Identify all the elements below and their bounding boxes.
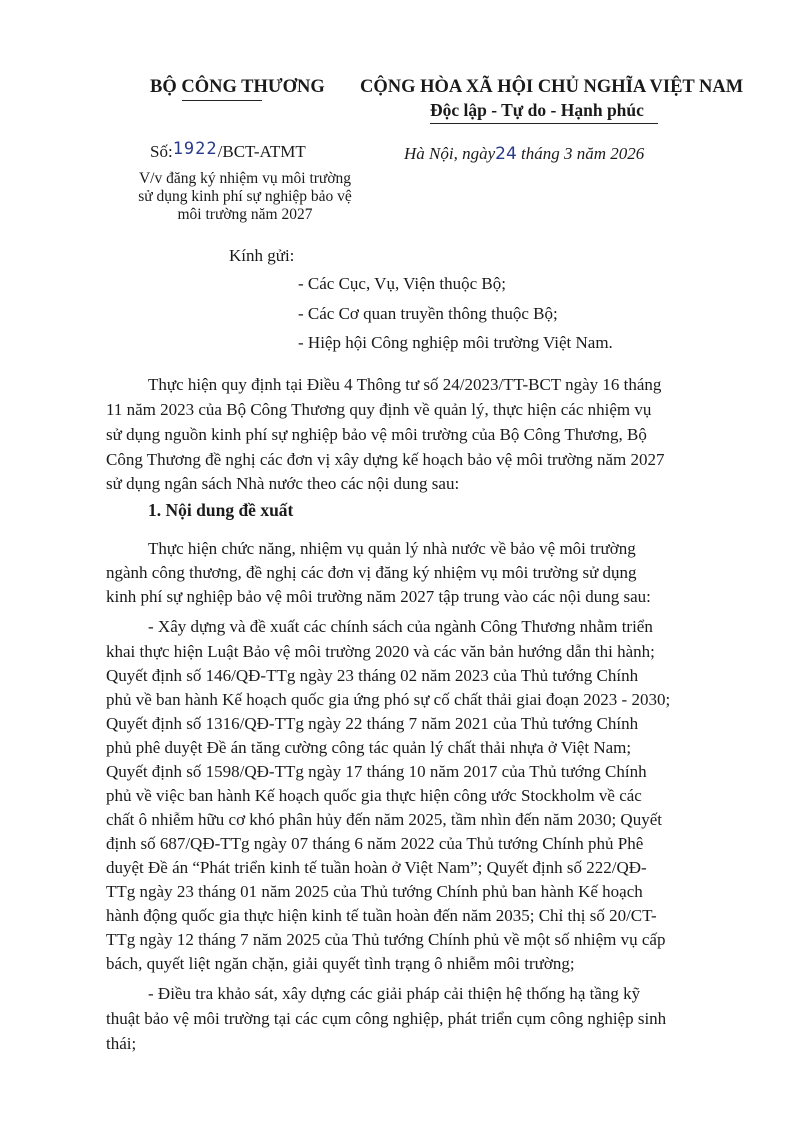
section-line: kinh phí sự nghiệp bảo vệ môi trường năm 2027 tập trung vào các nội dung sau: — [106, 587, 651, 606]
bullet-line: chất ô nhiễm hữu cơ khó phân hủy đến năm 2025, tầm nhìn đến năm 2030; Quyết — [106, 810, 662, 829]
motto-underline — [430, 123, 658, 124]
section-line: Thực hiện chức năng, nhiệm vụ quản lý nhà nước về bảo vệ môi trường — [148, 539, 636, 558]
bullet-line: phủ về việc ban hành Kế hoạch quốc gia thực hiện công ước Stockholm về các — [106, 786, 642, 805]
document-subject — [138, 170, 352, 224]
bullet-line: Quyết định số 1598/QĐ-TTg ngày 17 tháng 10 năm 2017 của Thủ tướng Chính — [106, 762, 647, 781]
bullet-line: thái; — [106, 1034, 137, 1053]
section-line: ngành công thương, đề nghị các đơn vị đăng ký nhiệm vụ môi trường sử dụng — [106, 563, 637, 582]
recipient-item: - Hiệp hội Công nghiệp môi trường Việt Nam. — [298, 333, 613, 352]
document-date — [404, 144, 644, 164]
doc-no-suffix: /BCT-ATMT — [217, 142, 306, 161]
subject-line: môi trường năm 2027 — [177, 206, 313, 223]
date-prefix: Hà Nội, ngày — [404, 144, 496, 163]
ministry-underline — [182, 100, 262, 101]
doc-no-handwritten: 1922 — [172, 139, 218, 159]
bullet-line: hành động quốc gia thực hiện kinh tế tuần hoàn đến năm 2035; Chỉ thị số 20/CT- — [106, 906, 657, 925]
national-motto: Độc lập - Tự do - Hạnh phúc — [430, 100, 644, 120]
section-heading: 1. Nội dung đề xuất — [148, 500, 294, 520]
bullet-line: định số 687/QĐ-TTg ngày 07 tháng 6 năm 2022 của Thủ tướng Chính phủ Phê — [106, 834, 644, 853]
date-suffix: tháng 3 năm 2026 — [521, 144, 645, 163]
bullet-line: phủ về ban hành Kế hoạch quốc gia ứng phó sự cố chất thải giai đoạn 2023 - 2030; — [106, 690, 671, 709]
recipient-item: - Các Cơ quan truyền thông thuộc Bộ; — [298, 304, 558, 323]
intro-line: 11 năm 2023 của Bộ Công Thương quy định về quản lý, thực hiện các nhiệm vụ — [106, 400, 652, 419]
salutation: Kính gửi: — [229, 246, 295, 265]
document-number — [150, 139, 306, 162]
bullet-line: thuật bảo vệ môi trường tại các cụm công nghiệp, phát triển cụm công nghiệp sinh — [106, 1009, 667, 1028]
bullet-line: phủ phê duyệt Đề án tăng cường công tác quản lý chất thải nhựa ở Việt Nam; — [106, 738, 632, 757]
bullet-line: TTg ngày 23 tháng 01 năm 2025 của Thủ tướng Chính phủ ban hành Kế hoạch — [106, 882, 643, 901]
bullet-line: Quyết định số 146/QĐ-TTg ngày 23 tháng 02 năm 2023 của Thủ tướng Chính — [106, 666, 639, 685]
bullet-line: khai thực hiện Luật Bảo vệ môi trường 2020 và các văn bản hướng dẫn thi hành; — [106, 642, 655, 661]
republic-name: CỘNG HÒA XÃ HỘI CHỦ NGHĨA VIỆT NAM — [360, 77, 744, 97]
bullet-line: - Điều tra khảo sát, xây dựng các giải pháp cải thiện hệ thống hạ tầng kỹ — [148, 984, 641, 1003]
subject-line: sử dụng kinh phí sự nghiệp bảo vệ — [138, 188, 352, 205]
bullet-line: - Xây dựng và đề xuất các chính sách của ngành Công Thương nhằm triển — [148, 617, 653, 636]
recipient-item: - Các Cục, Vụ, Viện thuộc Bộ; — [298, 274, 506, 293]
intro-line: sử dụng nguồn kinh phí sự nghiệp bảo vệ môi trường của Bộ Công Thương, Bộ — [106, 425, 647, 444]
date-day-handwritten: 24 — [495, 144, 517, 164]
doc-no-prefix: Số: — [150, 142, 173, 161]
bullet-line: TTg ngày 12 tháng 7 năm 2025 của Thủ tướng Chính phủ về một số nhiệm vụ cấp — [106, 930, 666, 949]
bullet-line: duyệt Đề án “Phát triển kinh tế tuần hoàn ở Việt Nam”; Quyết định số 222/QĐ- — [106, 858, 647, 877]
intro-line: Thực hiện quy định tại Điều 4 Thông tư số 24/2023/TT-BCT ngày 16 tháng — [148, 375, 662, 394]
bullet-line: bách, quyết liệt ngăn chặn, giải quyết tình trạng ô nhiễm môi trường; — [106, 954, 575, 973]
intro-line: Công Thương đề nghị các đơn vị xây dựng kế hoạch bảo vệ môi trường năm 2027 — [106, 450, 665, 469]
subject-line: V/v đăng ký nhiệm vụ môi trường — [138, 170, 352, 187]
bullet-line: Quyết định số 1316/QĐ-TTg ngày 22 tháng 7 năm 2021 của Thủ tướng Chính — [106, 714, 639, 733]
intro-line: sử dụng ngân sách Nhà nước theo các nội dung sau: — [106, 474, 460, 493]
ministry-name: BỘ CÔNG THƯƠNG — [150, 77, 325, 97]
